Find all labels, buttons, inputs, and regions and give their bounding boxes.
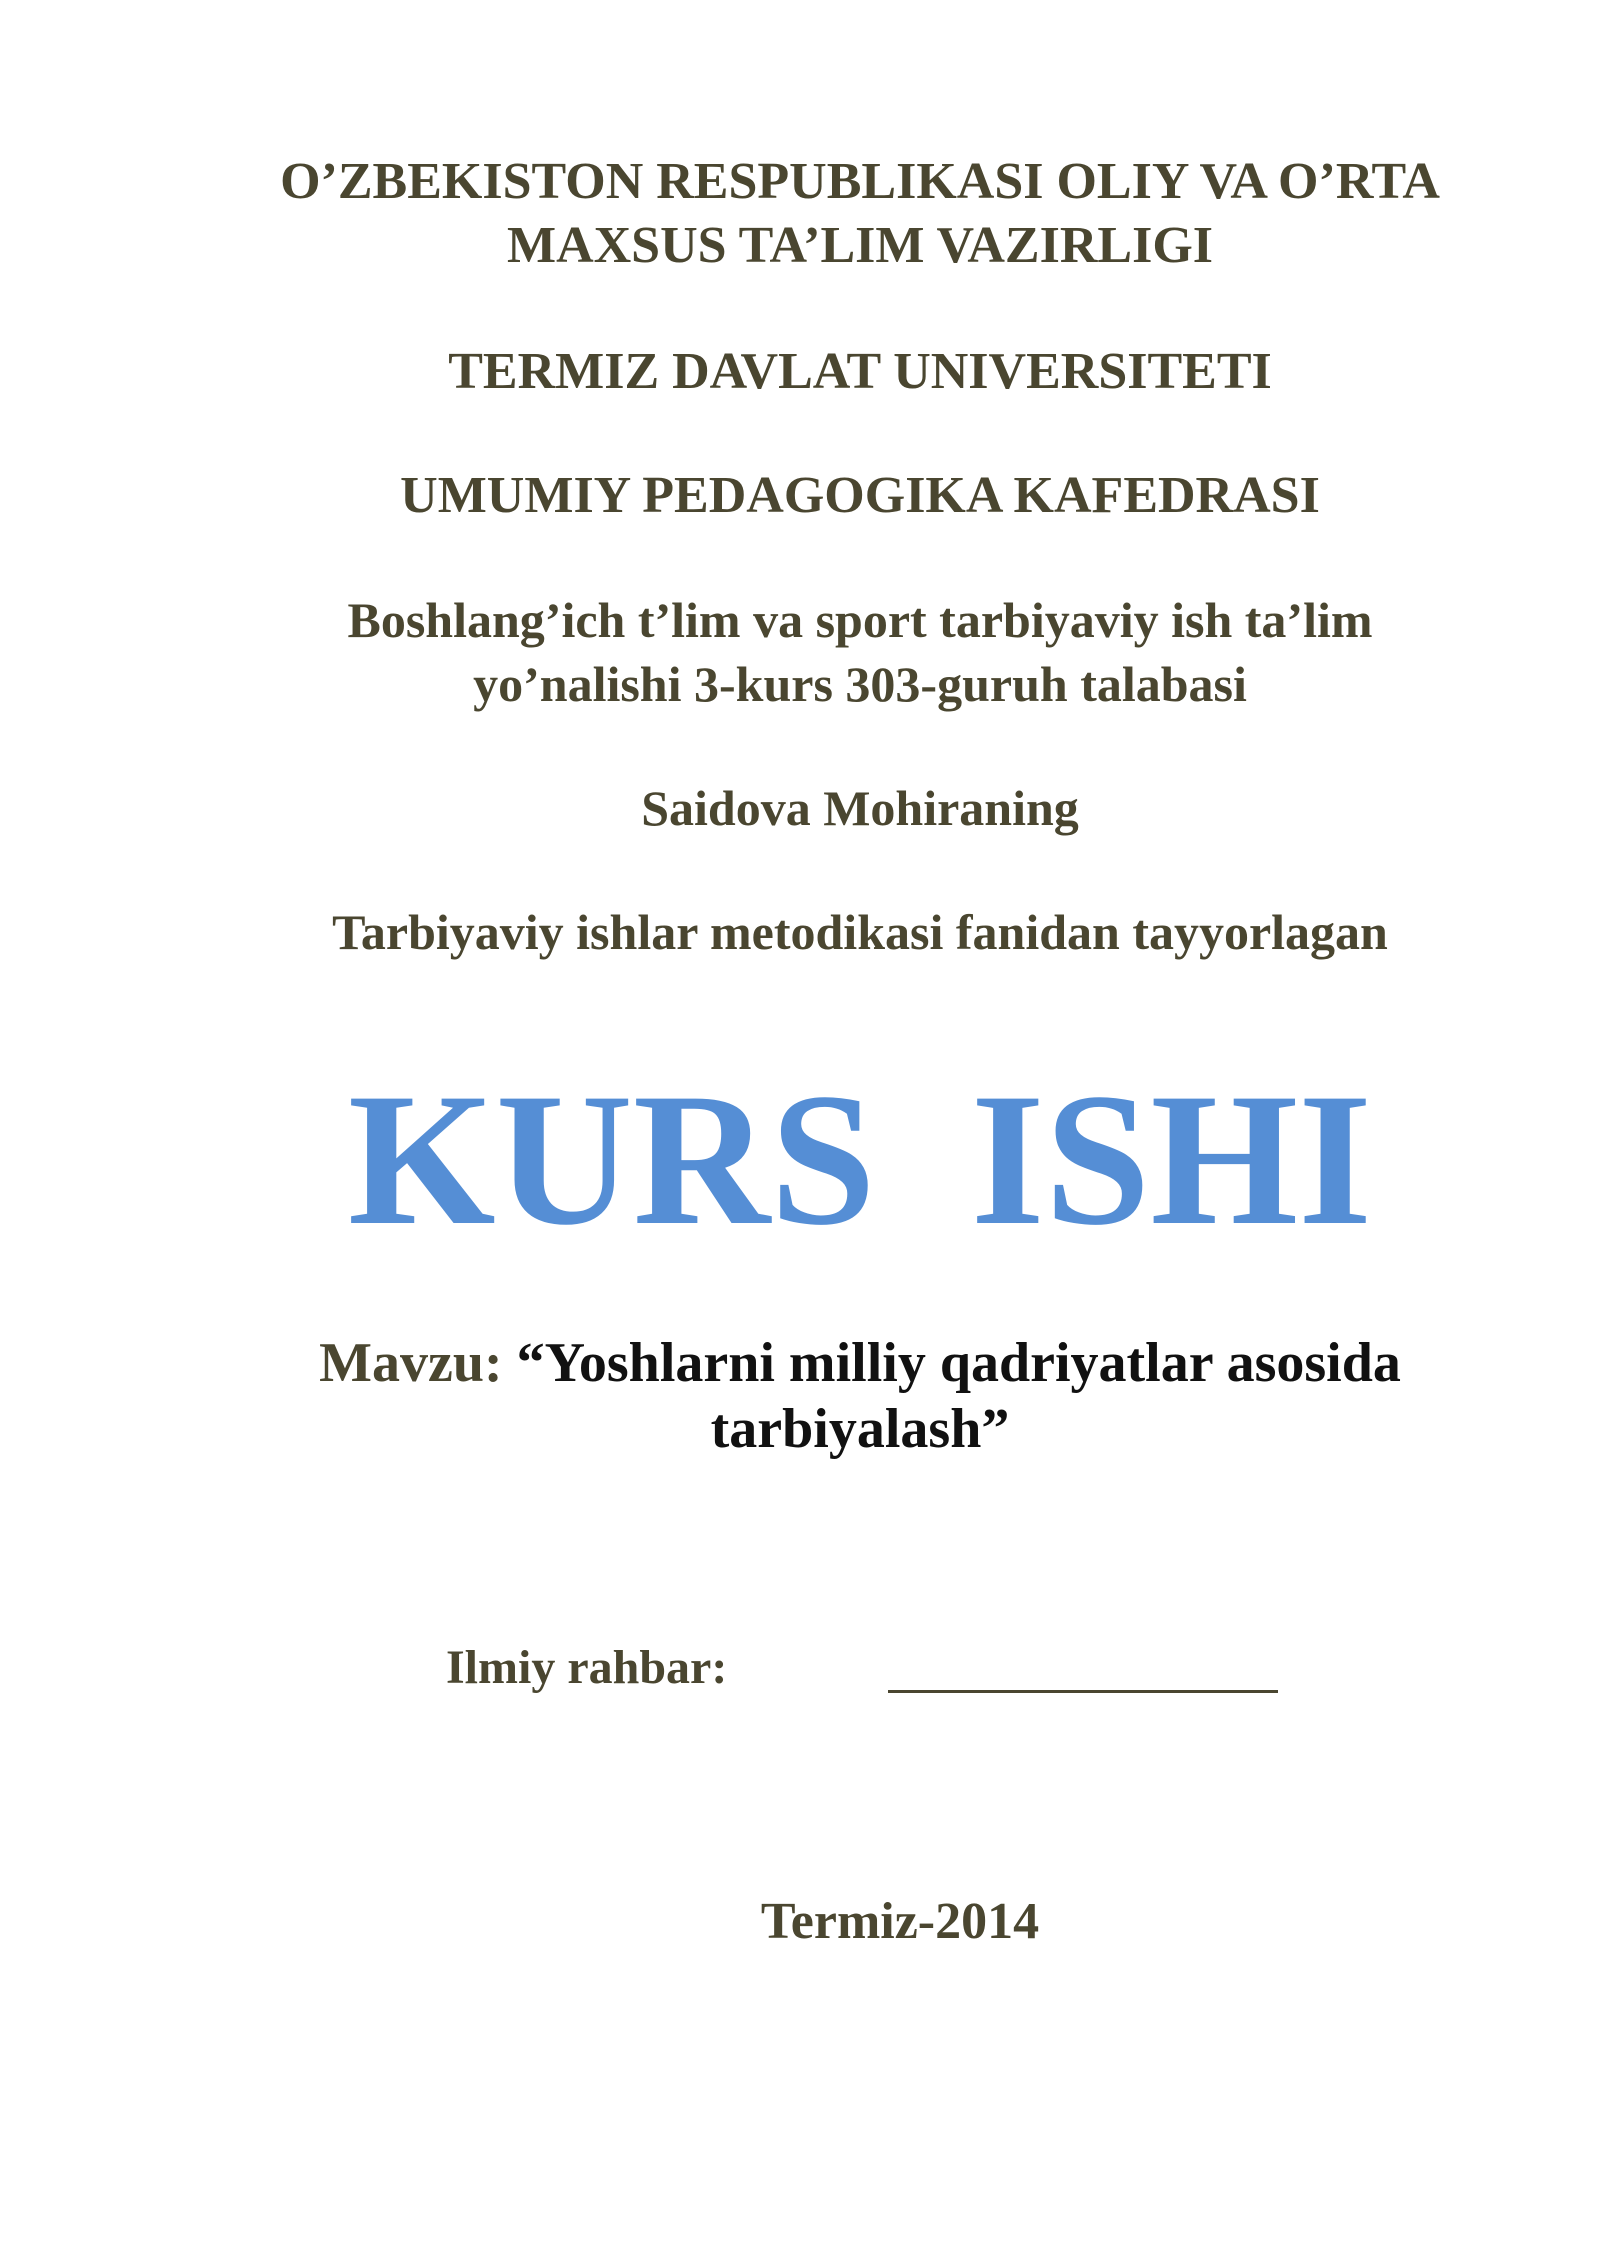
ministry-line-2: MAXSUS TA’LIM VAZIRLIGI [506,217,1213,274]
topic-line-1 [0,1330,1600,1396]
supervisor-signature-line [888,1690,1278,1693]
ministry-heading [0,150,1600,278]
topic-block [0,1330,1600,1462]
ministry-line-1: O’ZBEKISTON RESPUBLIKASI OLIY VA O’RTA [280,153,1440,210]
topic-text-2: tarbiyalash” [710,1398,1010,1460]
student-name: Saidova Mohiraning [641,780,1079,836]
department-heading: UMUMIY PEDAGOGIKA KAFEDRASI [400,467,1320,524]
student-info-line-1: Boshlang’ich t’lim va sport tarbiyaviy ish ta’lim [347,592,1373,648]
subject-line: Tarbiyaviy ishlar metodikasi fanidan tayyorlagan [332,904,1388,960]
document-title: KURS ISHI [347,1055,1373,1265]
supervisor-label: Ilmiy rahbar: [446,1641,728,1694]
student-info-line-2: yo’nalishi 3-kurs 303-guruh talabasi [473,656,1247,712]
university-heading: TERMIZ DAVLAT UNIVERSITETI [448,343,1272,400]
topic-label: Mavzu: [319,1332,503,1394]
topic-text-1: “Yoshlarni milliy qadriyatlar asosida [516,1332,1401,1394]
city-year: Termiz-2014 [760,1893,1040,1950]
student-info [0,588,1600,716]
